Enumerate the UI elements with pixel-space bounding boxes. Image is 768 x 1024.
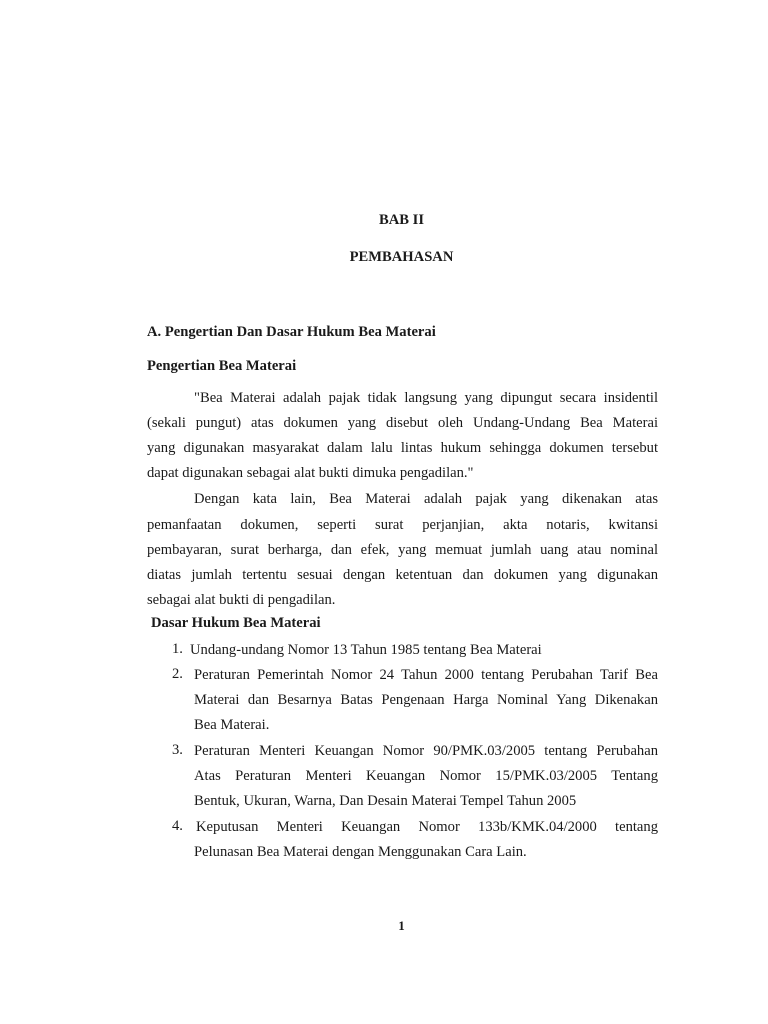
para2-line: Dengan kata lain, Bea Materai adalah pajak yang dikenakan atas	[194, 491, 658, 507]
subheading-pengertian: Pengertian Bea Materai	[147, 358, 297, 374]
list-item-line: Atas Peraturan Menteri Keuangan Nomor 15/PMK.03/2005 Tentang	[194, 768, 658, 784]
para2-line: sebagai alat bukti di pengadilan.	[147, 592, 336, 608]
subheading-dasar-hukum: Dasar Hukum Bea Materai	[151, 615, 321, 631]
chapter-title: PEMBAHASAN	[349, 249, 454, 265]
list-item-line: Materai dan Besarnya Batas Pengenaan Harga Nominal Yang Dikenakan	[194, 692, 658, 708]
list-item-line: Undang-undang Nomor 13 Tahun 1985 tentang Bea Materai	[190, 642, 542, 658]
chapter-number: BAB II	[378, 212, 424, 228]
list-number: 1.	[172, 641, 183, 657]
para2-line: pemanfaatan dokumen, seperti surat perjanjian, akta notaris, kwitansi	[147, 517, 658, 533]
list-item-line: Bentuk, Ukuran, Warna, Dan Desain Materai Tempel Tahun 2005	[194, 793, 577, 809]
para2-line: diatas jumlah tertentu sesuai dengan ketentuan dan dokumen yang digunakan	[147, 567, 658, 583]
list-number: 2.	[172, 666, 183, 682]
list-item-line: Bea Materai.	[194, 717, 270, 733]
list-item-line: Peraturan Menteri Keuangan Nomor 90/PMK.03/2005 tentang Perubahan	[194, 743, 658, 759]
para1-line: dapat digunakan sebagai alat bukti dimuka pengadilan."	[147, 465, 474, 481]
para1-line: (sekali pungut) atas dokumen yang disebut oleh Undang-Undang Bea Materai	[147, 415, 658, 431]
list-item-line: Pelunasan Bea Materai dengan Menggunakan Cara Lain.	[194, 844, 527, 860]
page-number: 1	[398, 918, 405, 933]
list-item-line: Peraturan Pemerintah Nomor 24 Tahun 2000 tentang Perubahan Tarif Bea	[194, 667, 658, 683]
para1-line: yang digunakan masyarakat dalam lalu lintas hukum sehingga dokumen tersebut	[147, 440, 658, 456]
list-number: 3.	[172, 742, 183, 758]
list-item-line: Keputusan Menteri Keuangan Nomor 133b/KMK.04/2000 tentang	[196, 819, 658, 835]
para2-line: pembayaran, surat berharga, dan efek, yang memuat jumlah uang atau nominal	[147, 542, 658, 558]
section-heading-a: A. Pengertian Dan Dasar Hukum Bea Materai	[147, 324, 436, 340]
list-number: 4.	[172, 818, 183, 834]
para1-line: "Bea Materai adalah pajak tidak langsung yang dipungut secara insidentil	[194, 390, 658, 406]
